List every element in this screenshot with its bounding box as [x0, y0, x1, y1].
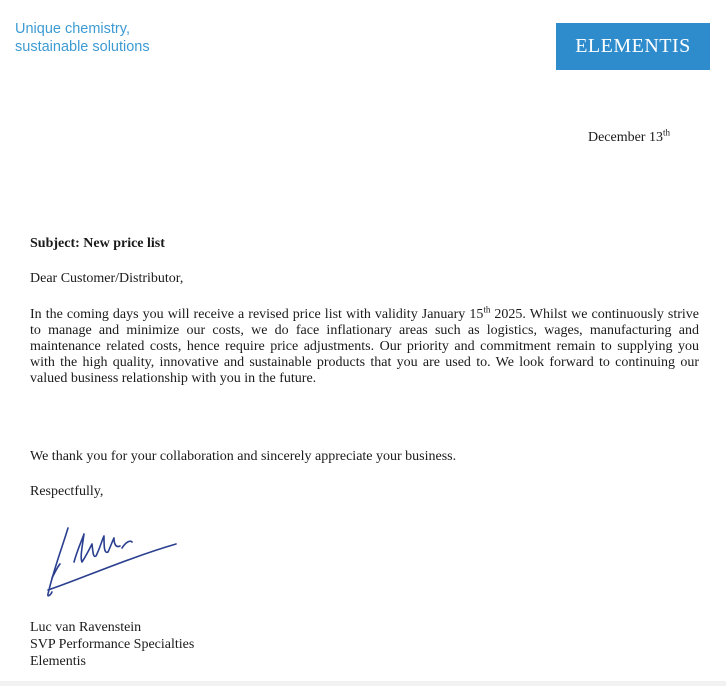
- date-suffix: th: [662, 127, 670, 138]
- signatory-company: Elementis: [30, 654, 86, 669]
- handwritten-signature: [38, 518, 183, 600]
- tagline-line-1: Unique chemistry,: [15, 21, 130, 37]
- signatory-name: Luc van Ravenstein: [30, 620, 142, 635]
- subject-line: Subject: New price list: [30, 236, 165, 251]
- elementis-logo: [556, 23, 710, 70]
- tagline-line-2: sustainable solutions: [15, 39, 150, 55]
- main-paragraph: [30, 304, 699, 387]
- company-tagline: [15, 20, 150, 56]
- date-text: December 13: [587, 130, 663, 145]
- bottom-edge: [0, 681, 726, 686]
- thanks-line: We thank you for your collaboration and sincerely appreciate your business.: [30, 449, 457, 464]
- greeting: Dear Customer/Distributor,: [30, 271, 184, 286]
- paragraph-superscript: th: [483, 304, 491, 315]
- logo-text: ELEMENTIS: [575, 35, 691, 57]
- paragraph-part-1: In the coming days you will receive a revised price list with validity January 15: [30, 307, 484, 322]
- closing-line: Respectfully,: [30, 484, 104, 499]
- letter-date: [587, 127, 670, 146]
- signature-block: [30, 619, 194, 670]
- signatory-title: SVP Performance Specialties: [30, 637, 195, 652]
- paragraph-part-2: 2025. Whilst we continuously strive to manage and minimize our costs, we do face inflationary areas such as logistics, wages, manufacturing and maintenance related costs, hence require price adjustments. Our priority and commitment remain to supplying you with the high quality, innovative and sustainable products that you are used to. We look forward to continuing our valued business relationship with you in the future.: [30, 307, 699, 386]
